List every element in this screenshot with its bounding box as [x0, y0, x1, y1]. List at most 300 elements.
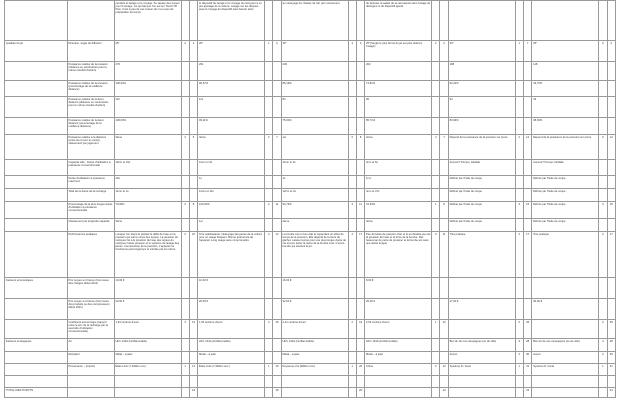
value-cell: 43,70%	[532, 81, 599, 97]
score-cell	[599, 160, 607, 176]
score-cell	[515, 189, 523, 202]
score-cell: 3	[515, 339, 523, 352]
value-cell: 20,00 €	[114, 299, 181, 320]
criterion-cell: Pourcentage de la plus longue durée d'utilisation à puissance conventionnelle	[67, 202, 114, 219]
score-cell	[181, 352, 189, 364]
points-cell: 8	[440, 202, 448, 219]
score-cell: 1	[599, 364, 607, 376]
value-cell: 10,00 €	[114, 278, 181, 299]
value-cell: 25°	[114, 41, 181, 62]
category-cell	[5, 1, 68, 41]
value-cell	[448, 278, 515, 299]
score-cell: 1	[348, 364, 356, 376]
category-cell	[5, 97, 68, 118]
points-cell: 11	[273, 202, 281, 219]
criterion-cell: Prix moyen en France (hors taxes des produits ou des compresseurs début 2011)	[67, 299, 114, 320]
value-cell: 25°	[532, 41, 599, 62]
points-cell: 7	[440, 135, 448, 160]
score-cell	[432, 339, 440, 352]
score-cell: 3	[348, 202, 356, 219]
points-cell: 28	[607, 339, 616, 352]
points-cell: 30	[523, 352, 531, 364]
score-cell	[599, 176, 607, 189]
value-cell: HFC 134A (ininflammable)	[365, 339, 432, 352]
points-cell	[273, 160, 281, 176]
score-cell	[348, 352, 356, 364]
score-cell	[181, 118, 189, 135]
value-cell	[532, 278, 599, 299]
points-cell	[607, 62, 616, 81]
value-cell	[448, 320, 515, 339]
category-cell	[5, 135, 68, 160]
points-cell	[189, 339, 197, 352]
score-cell: 3	[432, 232, 440, 278]
points-cell	[273, 219, 281, 232]
value-cell	[365, 388, 432, 398]
value-cell: Définie par l'huile de coupe	[448, 202, 515, 219]
points-cell: 30	[607, 352, 616, 364]
score-cell	[348, 176, 356, 189]
value-cell: 2,63 centime d'euro	[365, 320, 432, 339]
points-cell	[523, 81, 531, 97]
table-body	[5, 1, 616, 398]
points-cell: 31	[607, 388, 616, 398]
points-cell	[440, 81, 448, 97]
score-cell: 1	[432, 320, 440, 339]
value-cell: Définie par l'huile de coupe	[532, 189, 599, 202]
points-cell	[356, 118, 364, 135]
score-cell	[515, 160, 523, 176]
category-cell	[5, 299, 68, 320]
value-cell: Métal – à jeter	[365, 352, 432, 364]
score-cell	[515, 176, 523, 189]
points-cell	[189, 62, 197, 81]
score-cell: 2	[432, 41, 440, 62]
category-cell	[5, 352, 68, 364]
table-row	[5, 135, 616, 160]
score-cell	[348, 278, 356, 299]
criterion-cell: Prix moyen en France (hors taxes des charges début 2011)	[67, 278, 114, 299]
score-cell: 1	[181, 364, 189, 376]
score-cell	[432, 160, 440, 176]
value-cell	[532, 376, 599, 388]
score-cell	[181, 1, 189, 41]
category-cell	[5, 219, 68, 232]
value-cell: Définie par l'huile de coupe	[532, 176, 599, 189]
score-cell: 4	[265, 320, 273, 339]
value-cell	[365, 376, 432, 388]
score-cell: 3	[515, 202, 523, 219]
points-cell	[273, 339, 281, 352]
value-cell: Aucune? Pompe; Dédalle	[532, 160, 599, 176]
value-cell	[114, 388, 181, 398]
points-cell	[189, 299, 197, 320]
value-cell: 96,67%	[198, 81, 265, 97]
score-cell	[432, 278, 440, 299]
score-cell	[599, 97, 607, 118]
category-cell	[5, 81, 68, 97]
score-cell	[265, 97, 273, 118]
score-cell: 6	[348, 135, 356, 160]
value-cell: 8,00 €	[365, 278, 432, 299]
points-cell	[189, 278, 197, 299]
value-cell: États-Unis (7.300km env.)	[114, 364, 181, 376]
points-cell	[189, 81, 197, 97]
points-cell	[607, 376, 616, 388]
points-cell	[356, 1, 364, 41]
score-cell	[181, 339, 189, 352]
value-cell: 94,73%	[281, 202, 348, 219]
criterion-cell	[67, 388, 114, 398]
value-cell: 1mn	[365, 176, 432, 189]
value-cell: 74,81%	[365, 81, 432, 97]
points-cell	[273, 62, 281, 81]
value-cell: 94	[448, 97, 515, 118]
points-cell	[440, 118, 448, 135]
value-cell: Définie par l'huile de coupe	[448, 189, 515, 202]
category-cell	[5, 232, 68, 278]
value-cell: 36,00 €	[532, 299, 599, 320]
category-cell: Facteurs économiques	[5, 278, 68, 299]
value-cell: au nettoyage du chassis de l'air par mouvement	[281, 1, 348, 41]
score-cell	[265, 339, 273, 352]
value-cell	[448, 388, 515, 398]
score-cell: 3	[181, 320, 189, 339]
value-cell: 3ème	[114, 219, 181, 232]
score-cell: 0	[599, 41, 607, 62]
value-cell: 1s	[281, 176, 348, 189]
value-cell: 40°	[281, 41, 348, 62]
points-cell	[440, 299, 448, 320]
score-cell: 1	[265, 364, 273, 376]
table-row	[5, 339, 616, 352]
points-cell	[189, 176, 197, 189]
score-cell	[432, 219, 440, 232]
value-cell: 31,63%	[365, 202, 432, 219]
value-cell: 62,22%	[448, 81, 515, 97]
value-cell: Définie par l'huile de coupe	[532, 202, 599, 219]
score-cell	[599, 62, 607, 81]
value-cell: Bon air de nos campagnes (ou de ville)	[448, 339, 515, 352]
points-cell: 11	[356, 202, 364, 219]
points-cell	[356, 339, 364, 352]
score-cell	[432, 352, 440, 364]
points-cell	[356, 97, 364, 118]
value-cell: 12mn et 14s	[198, 189, 265, 202]
points-cell: 0	[607, 41, 616, 62]
value-cell: 85,19%	[281, 81, 348, 97]
points-cell	[273, 118, 281, 135]
points-cell	[607, 176, 616, 189]
points-cell: 17	[356, 232, 364, 278]
score-cell: 1	[432, 202, 440, 219]
value-cell: 79,93%	[114, 202, 181, 219]
criterion-cell: Total de la durée de la recharge	[67, 189, 114, 202]
points-cell	[440, 189, 448, 202]
category-cell	[5, 320, 68, 339]
value-cell: 75,00%	[281, 118, 348, 135]
points-cell	[607, 299, 616, 320]
value-cell: 4ème	[365, 219, 432, 232]
score-cell	[599, 189, 607, 202]
points-cell: 31	[607, 364, 616, 376]
value-cell	[448, 1, 515, 41]
score-cell	[265, 278, 273, 299]
points-cell	[356, 219, 364, 232]
score-cell	[348, 388, 356, 398]
points-cell	[607, 219, 616, 232]
score-cell: 2	[181, 232, 189, 278]
value-cell	[198, 388, 265, 398]
score-cell	[265, 219, 273, 232]
table-row	[5, 299, 616, 320]
criterion-cell: Puissance relative de la pression (pourcentage de la meilleure distance)	[67, 81, 114, 97]
value-cell: 2,41 centime d'euro	[281, 320, 348, 339]
value-cell: HFC 134A (ininflammable)	[114, 339, 181, 352]
score-cell	[348, 62, 356, 81]
score-cell	[432, 118, 440, 135]
points-cell	[356, 278, 364, 299]
value-cell	[532, 320, 599, 339]
score-cell: 0	[432, 364, 440, 376]
points-cell: 8	[189, 202, 197, 219]
score-cell: 4	[265, 232, 273, 278]
score-cell	[515, 219, 523, 232]
category-cell	[5, 118, 68, 135]
table-row	[5, 160, 616, 176]
criterion-cell: Puissance relative de la demi-distance (distance en centimètres pour le même résultat d'action)	[67, 97, 114, 118]
criterion-cell	[67, 1, 114, 41]
value-cell: 85,71%	[365, 118, 432, 135]
category-cell: Facteurs écologiques	[5, 339, 68, 352]
score-cell	[599, 278, 607, 299]
points-cell	[189, 118, 197, 135]
table-row	[5, 189, 616, 202]
criterion-cell: Provenance – (import)	[67, 364, 114, 376]
score-cell: 1	[265, 41, 273, 62]
value-cell: 11mn et 1s	[114, 189, 181, 202]
table-row	[5, 364, 616, 376]
value-cell: Royaume-Uni (900km env.)	[281, 364, 348, 376]
value-cell: de déposer la saleté de la carrosserie sans l'usage de détergent ni de dispositif ajouté	[365, 1, 432, 41]
points-cell	[440, 97, 448, 118]
score-cell	[599, 81, 607, 97]
category-cell	[5, 202, 68, 219]
points-cell	[523, 62, 531, 81]
points-cell	[523, 189, 531, 202]
points-cell	[440, 1, 448, 41]
value-cell: 32,00 €	[281, 299, 348, 320]
value-cell: Peu de fuites de pression d'air et le jet durable peu de la pression de l'eau et la force de la bombe. Pas beaucoup de perte de pression et la bombe est sans une durée longue	[365, 232, 432, 278]
value-cell: 4mn et 47s	[365, 189, 432, 202]
score-cell	[432, 299, 440, 320]
value-cell: 1,63 centime d'euro	[114, 320, 181, 339]
score-cell	[265, 62, 273, 81]
points-cell: 19	[356, 320, 364, 339]
score-cell	[181, 388, 189, 398]
points-cell: 5	[189, 135, 197, 160]
points-cell: 0	[273, 41, 281, 62]
category-cell	[5, 176, 68, 189]
value-cell: 1er	[198, 219, 265, 232]
points-cell: 10	[189, 232, 197, 278]
table-row	[5, 352, 616, 364]
value-cell: 2ème	[281, 219, 348, 232]
score-cell: 4	[265, 202, 273, 219]
points-cell: 28	[523, 339, 531, 352]
points-cell	[607, 189, 616, 202]
points-cell	[607, 1, 616, 41]
score-cell	[265, 176, 273, 189]
points-cell	[273, 352, 281, 364]
score-cell	[432, 62, 440, 81]
score-cell: 2	[181, 41, 189, 62]
value-cell: 38,39%	[532, 118, 599, 135]
points-cell	[273, 278, 281, 299]
score-cell	[515, 81, 523, 97]
value-cell: HFC 134A (ininflammable)	[198, 339, 265, 352]
points-cell	[440, 62, 448, 81]
points-cell: 20	[356, 364, 364, 376]
points-cell: 12	[523, 135, 531, 160]
score-cell: 4	[348, 232, 356, 278]
points-cell	[356, 160, 364, 176]
value-cell: Très satisfaisante. Nettoyage des jantes de la voiture pour un usage fréquent. Bonne autonomie de l'appareil. Long usage sans compromettre	[198, 232, 265, 278]
value-cell: Très pratique	[448, 232, 515, 278]
points-cell: 12	[440, 364, 448, 376]
points-cell	[440, 160, 448, 176]
points-cell	[607, 81, 616, 97]
value-cell: 3ème	[114, 135, 181, 160]
score-cell	[432, 1, 440, 41]
points-cell	[356, 81, 364, 97]
points-cell	[607, 160, 616, 176]
table-row	[5, 81, 616, 97]
score-cell	[599, 299, 607, 320]
score-cell: 2	[348, 320, 356, 339]
value-cell: Aucun	[448, 352, 515, 364]
score-cell	[348, 299, 356, 320]
value-cell: États-Unis (7.300km env.)	[198, 364, 265, 376]
points-cell: 19	[273, 364, 281, 376]
score-cell	[515, 62, 523, 81]
value-cell: 100,00%	[198, 202, 265, 219]
points-cell	[189, 1, 197, 41]
points-cell	[607, 278, 616, 299]
value-cell: le dispositif de lavage et le rinçage du nettoyeur à un pré-ajustage de la voiture. Lavage sur les disques avec le rinçage du dispositif sans besoin ainsi	[198, 1, 265, 41]
score-cell: 3	[599, 202, 607, 219]
value-cell: 1s	[198, 176, 265, 189]
score-cell	[348, 376, 356, 388]
score-cell	[265, 352, 273, 364]
score-cell: 2	[515, 135, 523, 160]
points-cell	[440, 352, 448, 364]
points-cell	[523, 176, 531, 189]
table-row	[5, 232, 616, 278]
value-cell: 84	[281, 97, 348, 118]
category-cell: Qualités du jet	[5, 41, 68, 62]
score-cell	[181, 81, 189, 97]
value-cell: 40s	[114, 176, 181, 189]
score-cell: 4	[432, 135, 440, 160]
value-cell: 11mn et 3s	[281, 160, 348, 176]
category-cell	[5, 160, 68, 176]
value-cell: Lorsque l'on éteint le pistolet le débit de l'eau en la pression qui suit le corps des tuyaux. La pression du nettoyeur lié à la pression de l'eau des tuyaux du nettoyeur haute pression et le système de lavage des jantes. Compression de la pression. L'appareil ne fonctionne pas longtemps et s'arrête par lui-même.	[114, 232, 181, 278]
points-cell: 25	[523, 320, 531, 339]
criterion-cell: Direction, angle de diffusion	[67, 41, 114, 62]
table-row	[5, 320, 616, 339]
points-cell	[273, 376, 281, 388]
value-cell: 1er	[281, 135, 348, 160]
score-cell	[265, 376, 273, 388]
points-cell: 17	[607, 232, 616, 278]
value-cell: 20,00 €	[198, 299, 265, 320]
score-cell	[515, 97, 523, 118]
value-cell: pendant le lavage et le rinçage. Se sépare des tuyaux pour le lavage. Ce qui fait que l'on est sur Touch Off Plus. C'est à peu de cas à laver de mi-ou peu de préparation du temps	[114, 1, 181, 41]
points-cell: 13	[189, 320, 197, 339]
score-cell	[265, 81, 273, 97]
score-cell	[181, 376, 189, 388]
value-cell: Chine	[365, 364, 432, 376]
value-cell: 2ème	[365, 135, 432, 160]
score-cell	[515, 278, 523, 299]
category-cell	[5, 376, 68, 388]
points-cell	[273, 1, 281, 41]
points-cell	[356, 376, 364, 388]
value-cell: 40°	[448, 41, 515, 62]
points-cell: 15	[523, 202, 531, 219]
score-cell	[265, 1, 273, 41]
value-cell: Métal – à jeter	[281, 352, 348, 364]
criterion-cell: Performances pratiques	[67, 232, 114, 278]
points-cell	[273, 176, 281, 189]
points-cell	[189, 376, 197, 388]
value-cell: Système D / local	[448, 364, 515, 376]
score-cell	[432, 81, 440, 97]
score-cell	[181, 97, 189, 118]
value-cell: 112	[114, 97, 181, 118]
value-cell: 11mn et 3s	[198, 160, 265, 176]
points-cell: 12	[440, 320, 448, 339]
value-cell: 20,00 €	[365, 299, 432, 320]
table-row	[5, 176, 616, 189]
table-row	[5, 41, 616, 62]
points-cell	[189, 189, 197, 202]
points-cell: 14	[189, 388, 197, 398]
points-cell: 20	[356, 388, 364, 398]
table-row	[5, 388, 616, 398]
value-cell: 118	[532, 62, 599, 81]
score-cell: 2	[515, 232, 523, 278]
points-cell	[273, 299, 281, 320]
score-cell: 2	[181, 202, 189, 219]
points-cell: 17	[523, 232, 531, 278]
score-cell	[432, 97, 440, 118]
value-cell: Définie par l'huile de coupe	[448, 219, 515, 232]
score-cell	[348, 118, 356, 135]
points-cell: 2	[189, 41, 197, 62]
value-cell: 111	[198, 97, 265, 118]
points-cell	[440, 219, 448, 232]
score-cell	[348, 1, 356, 41]
score-cell: 2	[265, 135, 273, 160]
value-cell	[532, 388, 599, 398]
points-cell	[523, 278, 531, 299]
category-cell	[5, 62, 68, 81]
points-cell	[523, 219, 531, 232]
score-cell: 2	[599, 232, 607, 278]
table-row	[5, 376, 616, 388]
